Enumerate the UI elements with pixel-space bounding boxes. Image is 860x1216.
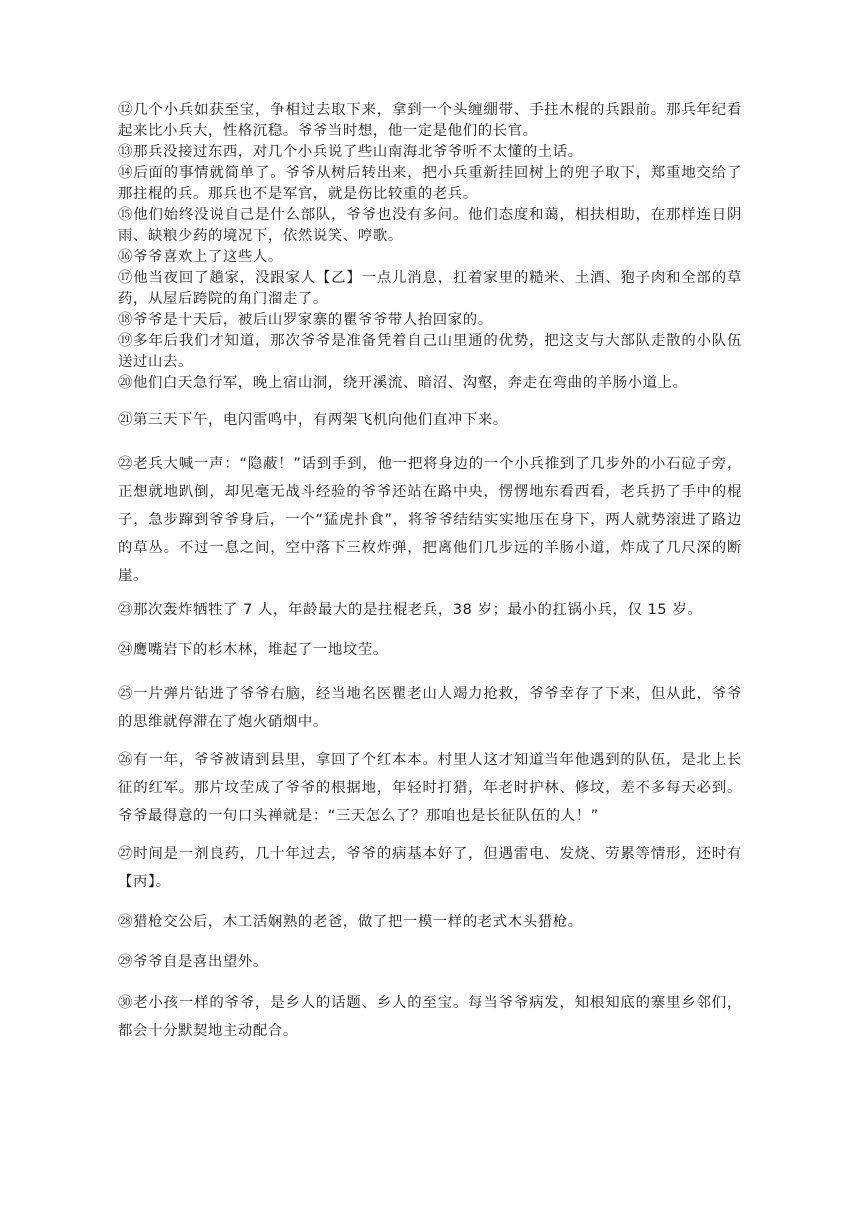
paragraph-19: ⑲多年后我们才知道，那次爷爷是准备凭着自己山里通的优势，把这支与大部队走散的小队伍送过山去。 — [118, 333, 742, 370]
paragraph-28: ㉘猎枪交公后，木工活娴熟的老爸，做了把一模一样的老式木头猎枪。 — [118, 914, 583, 930]
paragraph-13: ⑬那兵没接过东西，对几个小兵说了些山南海北爷爷听不太懂的土话。 — [118, 144, 583, 160]
paragraph-24: ㉔鹰嘴岩下的杉木林，堆起了一地坟茔。 — [118, 642, 388, 658]
paragraph-12: ⑫几个小兵如获至宝，争相过去取下来，拿到一个头缠绷带、手拄木棍的兵跟前。那兵年纪看起来比小兵大，性格沉稳。爷爷当时想，他一定是他们的长官。 — [118, 102, 742, 139]
paragraph-20: ⑳他们白天急行军，晚上宿山洞，绕开溪流、暗沼、沟壑，奔走在弯曲的羊肠小道上。 — [118, 375, 688, 391]
paragraph-22: ㉒老兵大喊一声：“隐蔽！”话到手到，他一把将身边的一个小兵推到了几步外的小石砬子旁，正想就地趴倒，却见毫无战斗经验的爷爷还站在路中央，愣愣地东看西看，老兵扔了手中的棍子，急步蹿到爷爷身后，一个“猛虎扑食”，将爷爷结结实实地压在身下，两人就势滚进了路边的草丛。不过一息之间，空中落下三枚炸弹，把离他们几步远的羊肠小道，炸成了几尺深的断崖。 — [118, 456, 742, 584]
paragraph-15: ⑮他们始终没说自己是什么部队，爷爷也没有多问。他们态度和蔼，相扶相助，在那样连日阴雨、缺粮少药的境况下，依然说笑、哼歌。 — [118, 207, 742, 244]
paragraph-21: ㉑第三天下午，电闪雷鸣中，有两架飞机向他们直冲下来。 — [118, 412, 508, 428]
paragraph-14: ⑭后面的事情就简单了。爷爷从树后转出来，把小兵重新挂回树上的兜子取下，郑重地交给了那拄棍的兵。那兵也不是军官，就是伤比较重的老兵。 — [118, 165, 742, 202]
paragraph-16: ⑯爷爷喜欢上了这些人。 — [118, 249, 283, 265]
paragraph-27: ㉗时间是一剂良药，几十年过去，爷爷的病基本好了，但遇雷电、发烧、劳累等情形，还时有【丙】。 — [118, 846, 742, 890]
paragraph-29: ㉙爷爷自是喜出望外。 — [118, 954, 268, 970]
paragraph-23: ㉓那次轰炸牺牲了 7 人，年龄最大的是拄棍老兵，38 岁；最小的扛锅小兵，仅 15 岁。 — [118, 602, 703, 618]
paragraph-17: ⑰他当夜回了趟家，没跟家人【乙】一点儿消息，扛着家里的糙米、土酒、狍子肉和全部的草药，从屋后跨院的角门溜走了。 — [118, 270, 742, 307]
document-body — [118, 100, 742, 1045]
paragraph-18: ⑱爷爷是十天后，被后山罗家寨的瞿爷爷带人抬回家的。 — [118, 312, 493, 328]
paragraph-26: ㉖有一年，爷爷被请到县里，拿回了个红本本。村里人这才知道当年他遇到的队伍，是北上长征的红军。那片坟茔成了爷爷的根据地，年轻时打猎，年老时护林、修坟，差不多每天必到。爷爷最得意的一句口头禅就是：“三天怎么了？那咱也是长征队伍的人！” — [118, 752, 742, 824]
paragraph-25: ㉕一片弹片钻进了爷爷右脑，经当地名医瞿老山人竭力抢救，爷爷幸存了下来，但从此，爷爷的思维就停滞在了炮火硝烟中。 — [118, 686, 742, 730]
paragraph-30: ㉚老小孩一样的爷爷，是乡人的话题、乡人的至宝。每当爷爷病发，知根知底的寨里乡邻们，都会十分默契地主动配合。 — [118, 995, 742, 1039]
